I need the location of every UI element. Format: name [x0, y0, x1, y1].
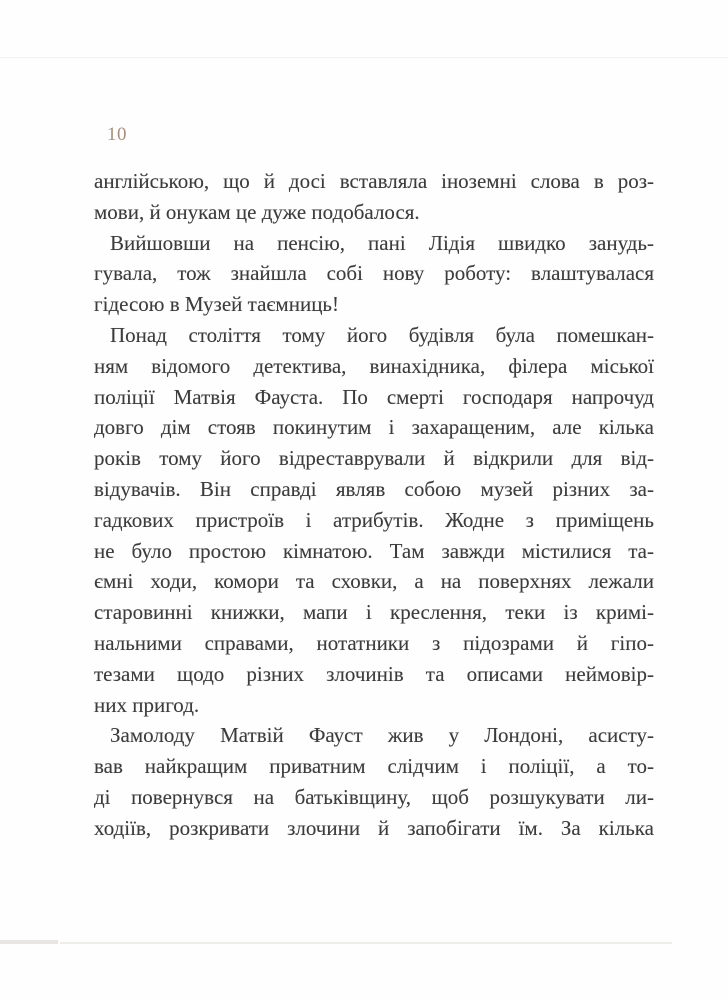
text-line: довго дім стояв покинутим і захаращеним, але кілька — [94, 415, 654, 440]
page-corner-shadow — [0, 940, 58, 944]
page-top-edge — [0, 57, 728, 58]
text-line: нальними справами, нотатники з підозрами й гіпо- — [94, 630, 654, 655]
text-line: відувачів. Він справді являв собою музей різних за- — [94, 476, 654, 501]
text-line: вав найкращим приватним слідчим і поліції, а то- — [94, 754, 654, 779]
text-line: не було простою кімнатою. Там завжди містилися та- — [94, 538, 654, 563]
paragraph — [94, 720, 654, 843]
text-line: Замолоду Матвій Фауст жив у Лондоні, асисту- — [110, 723, 654, 748]
page-bottom-edge — [60, 942, 672, 944]
text-line: ням відомого детектива, винахідника, філера міської — [94, 353, 654, 378]
text-line: старовинні книжки, мапи і креслення, теки із кримі- — [94, 600, 654, 625]
text-line: ходіїв, розкривати злочини й запобігати їм. За кілька — [94, 815, 654, 840]
paragraph — [94, 320, 654, 720]
text-line: гадкових пристроїв і атрибутів. Жодне з приміщень — [94, 507, 654, 532]
text-line: ємні ходи, комори та сховки, а на поверхнях лежали — [94, 569, 654, 594]
text-line: гідесою в Музей таємниць! — [94, 292, 339, 317]
paragraph — [94, 228, 654, 320]
text-line: років тому його відреставрували й відкрили для від- — [94, 446, 654, 471]
text-line: англійською, що й досі вставляла іноземні слова в роз- — [94, 169, 654, 193]
text-line: тезами щодо різних злочинів та описами неймовір- — [94, 661, 654, 686]
paragraph — [94, 166, 654, 228]
text-line: гувала, тож знайшла собі нову роботу: влаштувалася — [94, 261, 654, 286]
text-line: Вийшовши на пенсію, пані Лідія швидко занудь- — [110, 230, 654, 255]
text-line: них пригод. — [94, 692, 200, 717]
page-number: 10 — [107, 124, 127, 145]
body-text — [94, 166, 654, 844]
text-line: ді повернувся на батьківщину, щоб розшукувати ли- — [94, 784, 654, 809]
text-line: мови, й онукам це дуже подобалося. — [94, 199, 420, 224]
text-line: Понад століття тому його будівля була помешкан- — [110, 322, 654, 347]
text-line: поліції Матвія Фауста. По смерті господаря напрочуд — [94, 384, 654, 409]
